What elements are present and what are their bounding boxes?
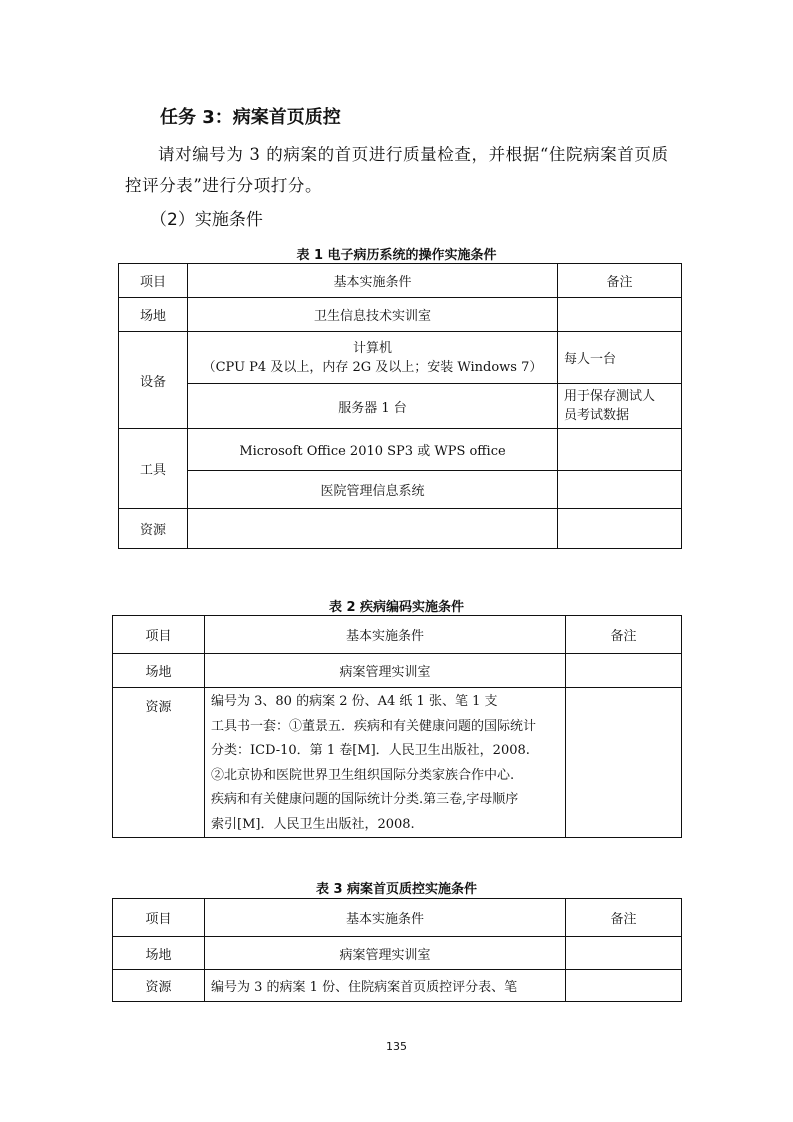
table-row <box>119 429 682 471</box>
table1 <box>118 263 682 549</box>
table-cell <box>566 688 682 838</box>
table-row <box>119 264 682 298</box>
table-header-cell: 基本实施条件 <box>188 264 558 298</box>
table1-caption: 表 1 电子病历系统的操作实施条件 <box>296 248 497 263</box>
row-label: 场地 <box>119 298 188 332</box>
table-header-cell: 项目 <box>113 616 205 654</box>
table-header-cell: 基本实施条件 <box>205 899 566 937</box>
table-cell <box>566 970 682 1002</box>
table-header-cell: 项目 <box>113 899 205 937</box>
row-label: 资源 <box>113 970 205 1002</box>
table-cell: Microsoft Office 2010 SP3 或 WPS office <box>188 429 558 471</box>
table-cell: 卫生信息技术实训室 <box>188 298 558 332</box>
table-row <box>113 654 682 688</box>
cell-line: 用于保存测试人 <box>564 389 656 404</box>
page-number: 135 <box>386 1040 407 1053</box>
table-row <box>113 899 682 937</box>
table-row <box>119 471 682 509</box>
row-label: 工具 <box>119 429 188 509</box>
table-cell <box>558 298 682 332</box>
table-cell: 病案管理实训室 <box>205 937 566 970</box>
table-row <box>119 332 682 384</box>
table-cell <box>558 384 682 429</box>
table-header-cell: 备注 <box>566 899 682 937</box>
table-cell <box>566 654 682 688</box>
table-cell <box>558 509 682 549</box>
row-label: 资源 <box>113 688 205 838</box>
table-cell: 编号为 3 的病案 1 份、住院病案首页质控评分表、笔 <box>205 970 566 1002</box>
cell-line: 索引[M]．人民卫生出版社，2008. <box>211 816 415 832</box>
table-row <box>113 970 682 1002</box>
cell-line: 疾病和有关健康问题的国际统计分类.第三卷,字母顺序 <box>211 792 519 807</box>
table-cell <box>558 429 682 471</box>
task-heading: 任务 3：病案首页质控 <box>160 107 341 128</box>
table-header-cell: 项目 <box>119 264 188 298</box>
table-row <box>113 688 682 838</box>
cell-line: 工具书一套：①董景五．疾病和有关健康问题的国际统计 <box>211 718 537 734</box>
row-label: 场地 <box>113 654 205 688</box>
table2-caption: 表 2 疾病编码实施条件 <box>328 600 465 615</box>
table-cell: 服务器 1 台 <box>188 384 558 429</box>
row-label: 资源 <box>119 509 188 549</box>
cell-line: 分类：ICD-10．第 1 卷[M]．人民卫生出版社，2008. <box>211 743 530 758</box>
table-header-cell: 备注 <box>558 264 682 298</box>
cell-line: 员考试数据 <box>564 408 630 423</box>
table-cell: 每人一台 <box>558 332 682 384</box>
table-cell <box>188 509 558 549</box>
table-row <box>119 384 682 429</box>
intro-paragraph: 请对编号为 3 的病案的首页进行质量检查，并根据“住院病案首页质控评分表”进行分项打分。 <box>125 145 669 195</box>
table-cell <box>566 937 682 970</box>
table-row <box>113 937 682 970</box>
table-cell <box>558 471 682 509</box>
table2 <box>112 615 682 838</box>
table-cell: 病案管理实训室 <box>205 654 566 688</box>
cell-line: 计算机 <box>352 340 392 356</box>
table-cell <box>205 688 566 838</box>
table-row <box>119 509 682 549</box>
cell-line: ②北京协和医院世界卫生组织国际分类家族合作中心. <box>211 767 515 783</box>
cell-line: 编号为 3、80 的病案 2 份、A4 纸 1 张、笔 1 支 <box>211 694 498 709</box>
table-row <box>113 616 682 654</box>
table-header-cell: 备注 <box>566 616 682 654</box>
row-label: 场地 <box>113 937 205 970</box>
section-subheading: （2）实施条件 <box>150 210 263 230</box>
table-cell <box>188 332 558 384</box>
table-row <box>119 298 682 332</box>
table3-caption: 表 3 病案首页质控实施条件 <box>315 882 478 897</box>
table-cell: 医院管理信息系统 <box>188 471 558 509</box>
table-header-cell: 基本实施条件 <box>205 616 566 654</box>
row-label: 设备 <box>119 332 188 429</box>
cell-line: （CPU P4 及以上，内存 2G 及以上；安装 Windows 7） <box>202 359 543 375</box>
table3 <box>112 898 682 1002</box>
